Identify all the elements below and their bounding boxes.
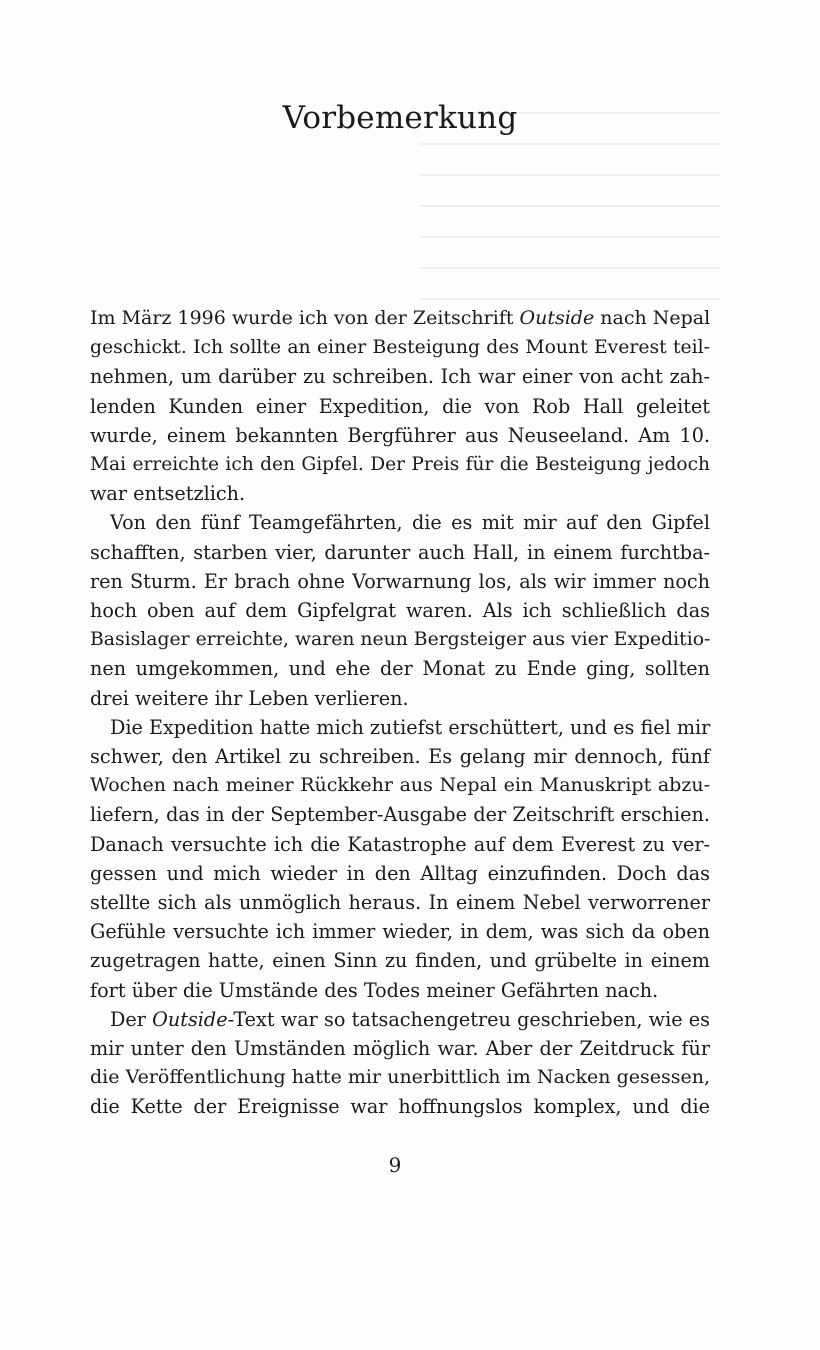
paragraph-3 bbox=[90, 713, 710, 1005]
text-line: Von den fünf Teamgefährten, die es mit mir auf den Gipfel bbox=[110, 511, 710, 535]
text-line: Gefühle versuchte ich immer wieder, in dem, was sich da oben bbox=[90, 920, 710, 944]
text-line: Mai erreichte ich den Gipfel. Der Preis für die Besteigung jedoch bbox=[90, 454, 710, 476]
text-line: schafften, starben vier, darunter auch Hall, in einem furchtba- bbox=[90, 540, 710, 564]
text-line: gessen und mich wieder in den Alltag einzufinden. Doch das bbox=[90, 861, 710, 885]
text-line: Der Outside-Text war so tatsachengetreu geschrieben, wie es bbox=[110, 1007, 710, 1031]
text-line: mir unter den Umständen möglich war. Aber der Zeitdruck für bbox=[90, 1037, 710, 1061]
text-line: stellte sich als unmöglich heraus. In einem Nebel verworrener bbox=[90, 891, 710, 915]
text-line: drei weitere ihr Leben verlieren. bbox=[90, 686, 409, 710]
text-line: Wochen nach meiner Rückkehr aus Nepal ein Manuskript abzu- bbox=[90, 774, 710, 797]
text-line: Basislager erreichte, waren neun Bergsteiger aus vier Expeditio- bbox=[90, 629, 711, 651]
text-line: lenden Kunden einer Expedition, die von Rob Hall geleitet bbox=[90, 394, 710, 418]
text-line: war entsetzlich. bbox=[90, 482, 246, 506]
text-line: Im März 1996 wurde ich von der Zeitschrift Outside nach Nepal bbox=[90, 307, 711, 329]
text-line: nehmen, um darüber zu schreiben. Ich war einer von acht zah- bbox=[90, 365, 710, 389]
text-line: liefern, das in der September-Ausgabe der Zeitschrift erschien. bbox=[90, 803, 710, 827]
paragraph-2 bbox=[90, 508, 710, 712]
text-line: die Kette der Ereignisse war hoffnungslos komplex, und die bbox=[90, 1095, 710, 1119]
body-text bbox=[90, 304, 710, 1122]
paragraph-4 bbox=[90, 1005, 710, 1122]
text-line: schwer, den Artikel zu schreiben. Es gelang mir dennoch, fünf bbox=[90, 745, 710, 769]
chapter-heading: Vorbemerkung bbox=[282, 100, 518, 136]
text-line: zugetragen hatte, einen Sinn zu finden, und grübelte in einem bbox=[90, 949, 710, 973]
page-number: 9 bbox=[388, 1153, 402, 1177]
text-line: nen umgekommen, und ehe der Monat zu Ende ging, sollten bbox=[90, 657, 710, 681]
paragraph-1 bbox=[90, 304, 710, 508]
text-line: die Veröffentlichung hatte mir unerbittlich im Nacken gesessen, bbox=[90, 1066, 710, 1089]
text-line: hoch oben auf dem Gipfelgrat waren. Als ich schließlich das bbox=[90, 599, 710, 623]
text-line: geschickt. Ich sollte an einer Besteigung des Mount Everest teil- bbox=[90, 337, 710, 359]
text-line: ren Sturm. Er brach ohne Vorwarnung los, als wir immer noch bbox=[90, 569, 710, 593]
text-line: wurde, einem bekannten Bergführer aus Neuseeland. Am 10. bbox=[90, 423, 710, 447]
text-line: Danach versuchte ich die Katastrophe auf dem Everest zu ver- bbox=[90, 832, 710, 856]
text-line: fort über die Umstände des Todes meiner Gefährten nach. bbox=[90, 978, 659, 1002]
text-line: Die Expedition hatte mich zutiefst erschüttert, und es fiel mir bbox=[110, 715, 711, 739]
